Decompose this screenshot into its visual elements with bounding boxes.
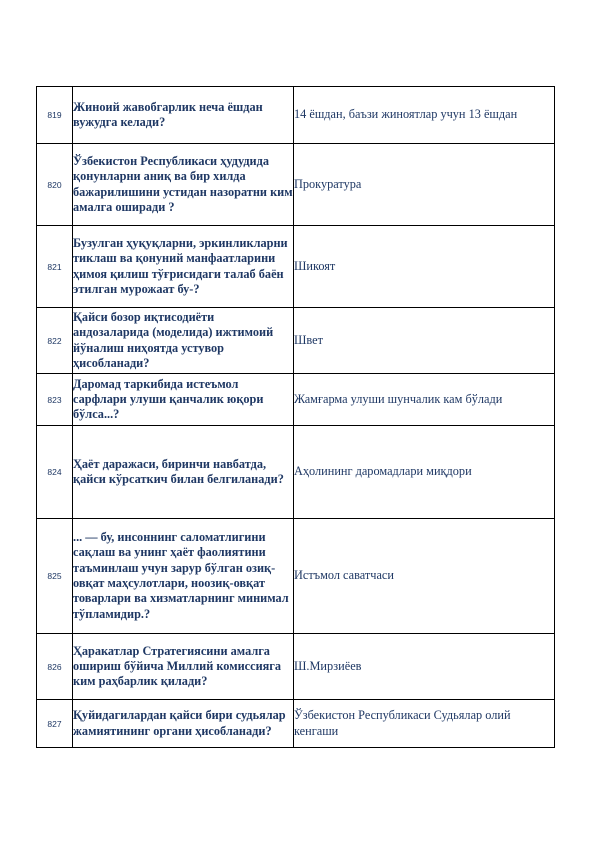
answer-cell: Ўзбекистон Республикаси Судьялар олий кенгаши (294, 700, 555, 748)
row-number: 823 (37, 374, 73, 426)
question-cell: Қайси бозор иқтисодиёти андозаларида (моделида) ижтимоий йўналиш ниҳоятда устувор ҳисобланади? (73, 308, 294, 374)
answer-cell: Швет (294, 308, 555, 374)
row-number: 827 (37, 700, 73, 748)
table-row (37, 308, 555, 374)
question-cell: Ҳаёт даражаси, биринчи навбатда, қайси кўрсаткич билан белгиланади? (73, 426, 294, 519)
table-row (37, 374, 555, 426)
question-cell: Қуйидагилардан қайси бири судьялар жамиятининг органи ҳисобланади? (73, 700, 294, 748)
row-number: 822 (37, 308, 73, 374)
table-row (37, 87, 555, 144)
table-row (37, 519, 555, 634)
answer-cell: Истъмол саватчаси (294, 519, 555, 634)
table-row (37, 144, 555, 226)
answer-cell: Жамғарма улуши шунчалик кам бўлади (294, 374, 555, 426)
question-cell: Бузулган ҳуқуқларни, эркинликларни тиклаш ва қонуний манфаатларини ҳимоя қилиш тўғрисидаги талаб баён этилган мурожаат бу-? (73, 226, 294, 308)
answer-cell: Аҳолининг даромадлари миқдори (294, 426, 555, 519)
row-number: 824 (37, 426, 73, 519)
answer-cell: Шикоят (294, 226, 555, 308)
answer-cell: 14 ёшдан, баъзи жиноятлар учун 13 ёшдан (294, 87, 555, 144)
question-cell: Ҳаракатлар Стратегиясини амалга ошириш бўйича Миллий комиссияга ким раҳбарлик қилади? (73, 634, 294, 700)
table-row (37, 700, 555, 748)
question-cell: Даромад таркибида истеъмол сарфлари улуши қанчалик юқори бўлса...? (73, 374, 294, 426)
table-row (37, 426, 555, 519)
row-number: 825 (37, 519, 73, 634)
qa-table (36, 86, 555, 748)
table-row (37, 226, 555, 308)
question-cell: ... — бу, инсоннинг саломатлигини сақлаш ва унинг ҳаёт фаолиятини таъминлаш учун зарур бўлган озиқ-овқат маҳсулотлари, ноозиқ-овқат товарлари ва хизматларнинг минимал тўпламидир.? (73, 519, 294, 634)
answer-cell: Прокуратура (294, 144, 555, 226)
answer-cell: Ш.Мирзиёев (294, 634, 555, 700)
table-row (37, 634, 555, 700)
row-number: 819 (37, 87, 73, 144)
row-number: 821 (37, 226, 73, 308)
question-cell: Ўзбекистон Республикаси ҳудудида қонунларни аниқ ва бир хилда бажарилишини устидан назоратни ким амалга оширади ? (73, 144, 294, 226)
question-cell: Жиноий жавобгарлик неча ёшдан вужудга келади? (73, 87, 294, 144)
row-number: 826 (37, 634, 73, 700)
row-number: 820 (37, 144, 73, 226)
